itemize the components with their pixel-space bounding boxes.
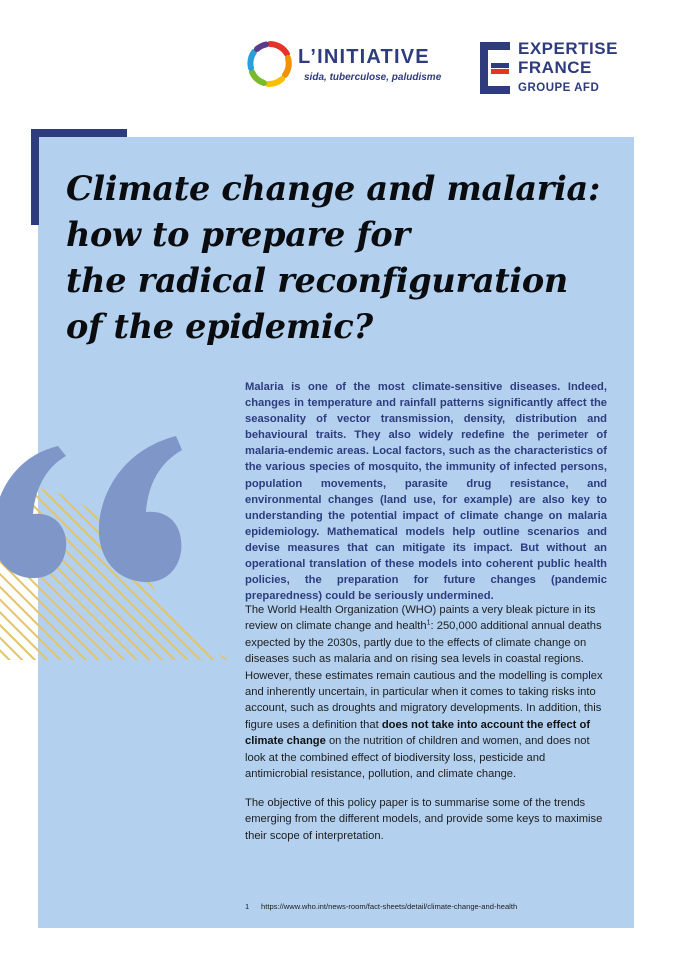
footnote-url: https://www.who.int/news-room/fact-sheets/detail/climate-change-and-health — [261, 902, 518, 911]
initiative-logo — [246, 40, 456, 90]
corner-bracket-left — [31, 129, 39, 225]
footnote-ref: 1 — [426, 619, 431, 627]
initiative-ring-icon — [246, 40, 294, 88]
body-paragraph-1 — [245, 602, 607, 782]
body-text: : 250,000 additional annual deaths expected by the 2030s, partly due to the effects of climate change on diseases such as malaria and on rising sea levels in coastal regions. However, these estimates remain cautious and the modelling is complex and inherently uncertain, in particular when it comes to taking risks into account, such as droughts and migratory developments. In addition, this figure uses a definition that — [245, 620, 603, 731]
body-text: The World Health Organization (WHO) paints a very bleak picture in its review on climate change and health — [245, 604, 596, 633]
footnote-number: 1 — [245, 902, 250, 911]
initiative-tagline: sida, tuberculose, paludisme — [304, 72, 442, 83]
title-line: how to prepare for — [66, 215, 410, 254]
footnote — [245, 902, 517, 911]
title-line: the radical reconfiguration — [66, 261, 568, 300]
expertise-france-emblem-icon — [478, 40, 512, 96]
expertise-france-line3: GROUPE AFD — [518, 82, 600, 94]
expertise-france-line2: FRANCE — [518, 58, 592, 77]
quote-mark-icon — [0, 420, 240, 660]
body-paragraph-2: The objective of this policy paper is to summarise some of the trends emerging from the different models, and provide some keys to maximise their scope of interpretation. — [245, 797, 603, 842]
intro-paragraph: Malaria is one of the most climate-sensitive diseases. Indeed, changes in temperature and rainfall patterns significantly affect the seasonality of vector transmission, density, distribution and behavioural traits. They also widely redefine the perimeter of malaria-endemic areas. Local factors, such as the characteristics of the various species of mosquito, the immunity of infected persons, population movements, parasite drug resistance, and environmental changes (land use, for example) are also key to understanding the potential impact of climate change on malaria epidemiology. Mathematical models help outline scenarios and devise measures that can mitigate its impact. But without an operational translation of these models into coherent public health policies, the preparation for future changes (pandemic preparedness) could be seriously undermined. — [245, 381, 607, 603]
body-text: on the nutrition of children and women, and does not look at the combined effect of biodiversity loss, pesticide and antimicrobial resistance, pollution, and climate change. — [245, 735, 590, 781]
page-title — [66, 166, 646, 350]
initiative-name: L’INITIATIVE — [298, 46, 430, 68]
corner-bracket-top — [31, 129, 127, 137]
expertise-france-logo — [478, 40, 648, 98]
body-emphasis: does not take into account the effect of climate change — [245, 718, 591, 748]
title-line: of the epidemic? — [66, 307, 373, 346]
expertise-france-line1: EXPERTISE — [518, 39, 618, 58]
title-line: Climate change and malaria: — [66, 169, 601, 208]
